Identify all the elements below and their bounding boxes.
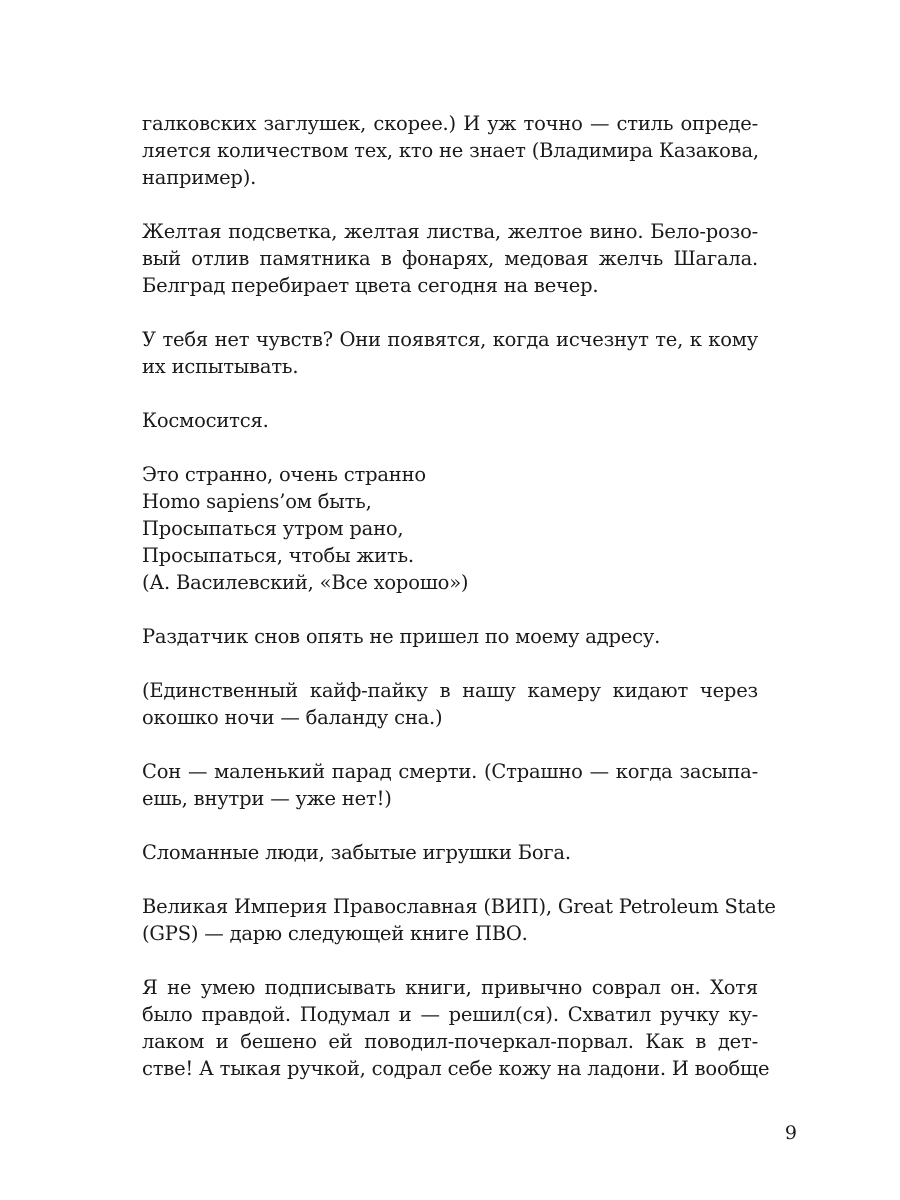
- text-line: (Единственный кайф-пайку в нашу камеру кидают через: [142, 679, 758, 702]
- text-line: Сон — маленький парад смерти. (Страшно — когда засыпа-: [142, 760, 758, 783]
- text-line: Сломанные люди, забытые игрушки Бога.: [142, 841, 571, 864]
- text-line: Белград перебирает цвета сегодня на вечер.: [142, 274, 599, 297]
- text-line: У тебя нет чувств? Они появятся, когда исчезнут те, к кому: [142, 328, 758, 351]
- paragraph: [142, 623, 758, 650]
- text-line: вый отлив памятника в фонарях, медовая желчь Шагала.: [142, 247, 758, 270]
- text-line: Это странно, очень странно: [142, 463, 426, 486]
- text-line: ешь, внутри — уже нет!): [142, 787, 392, 810]
- paragraph: [142, 839, 758, 866]
- paragraph: [142, 218, 758, 299]
- text-line: Космосится.: [142, 409, 269, 432]
- text-line: Homo sapiens’ом быть,: [142, 490, 372, 513]
- text-line: галковских заглушек, скорее.) И уж точно — стиль опреде-: [142, 112, 758, 135]
- paragraph: [142, 326, 758, 380]
- text-line: окошко ночи — баланду сна.): [142, 706, 443, 729]
- paragraph: [142, 893, 776, 947]
- text-line: ляется количеством тех, кто не знает (Владимира Казакова,: [142, 139, 759, 162]
- text-line: Я не умею подписывать книги, привычно соврал он. Хотя: [142, 976, 758, 999]
- text-line: Просыпаться утром рано,: [142, 517, 404, 540]
- paragraph: [142, 974, 770, 1082]
- text-line: (А. Василевский, «Все хорошо»): [142, 571, 469, 594]
- text-line: лаком и бешено ей поводил-почеркал-порвал. Как в дет-: [142, 1030, 758, 1053]
- text-line: стве! А тыкая ручкой, содрал себе кожу на ладони. И вообще: [142, 1057, 770, 1080]
- paragraph: [142, 407, 758, 434]
- paragraph: [142, 758, 758, 812]
- text-line: например).: [142, 166, 257, 189]
- text-line: (GPS) — дарю следующей книге ПВО.: [142, 922, 528, 945]
- paragraph: [142, 110, 758, 191]
- text-line: Раздатчик снов опять не пришел по моему адресу.: [142, 625, 661, 648]
- text-line: Великая Империя Православная (ВИП), Great Petroleum State: [142, 895, 776, 918]
- text-line: их испытывать.: [142, 355, 299, 378]
- paragraph: [142, 461, 758, 596]
- page-number: 9: [784, 1122, 797, 1144]
- paragraph: [142, 677, 758, 731]
- text-line: Желтая подсветка, желтая листва, желтое вино. Бело-розо-: [142, 220, 758, 243]
- text-line: было правдой. Подумал и — решил(ся). Схватил ручку ку-: [142, 1003, 758, 1026]
- page-body: [142, 110, 776, 1082]
- text-line: Просыпаться, чтобы жить.: [142, 544, 414, 567]
